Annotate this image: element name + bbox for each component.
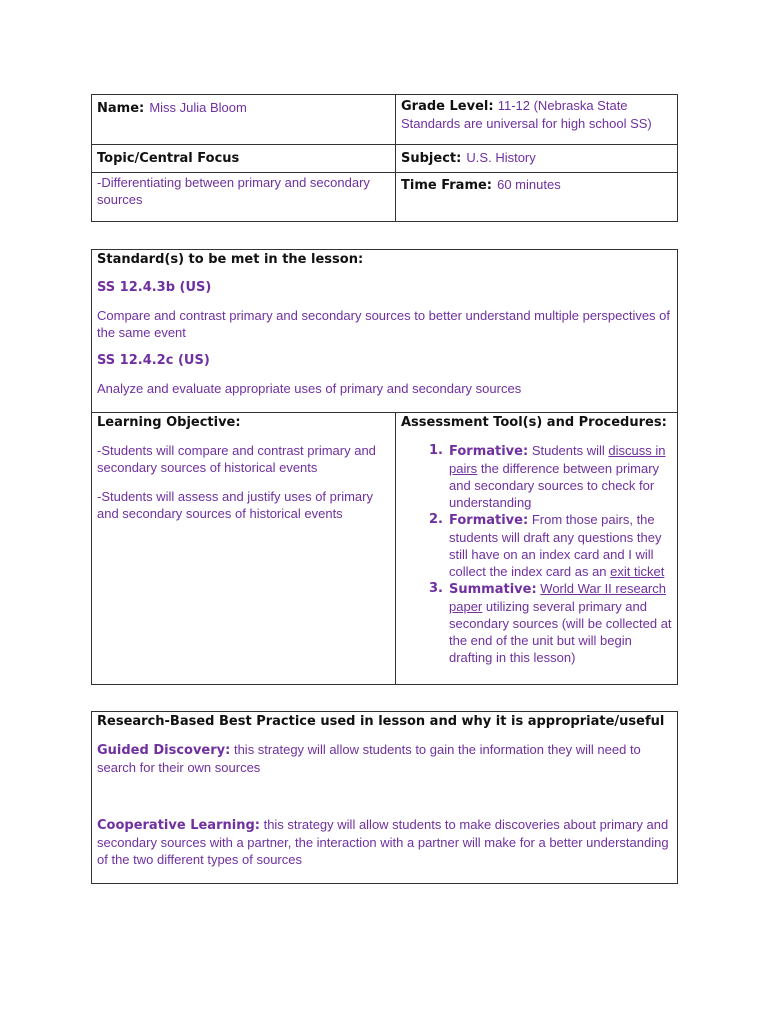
grade-value: 11-12 (Nebraska State Standards are universal for high school SS) bbox=[401, 98, 652, 131]
best-practice-table bbox=[91, 711, 678, 884]
assessment-num-3: 3. bbox=[429, 581, 443, 596]
assessment-post-1: the difference between primary and secondary sources to check for understanding bbox=[449, 461, 660, 510]
grade-cell bbox=[396, 95, 677, 144]
exit-ticket-link[interactable]: exit ticket bbox=[610, 564, 665, 579]
assessment-type-3: Summative: bbox=[449, 582, 537, 597]
standard-text-2: Analyze and evaluate appropriate uses of primary and secondary sources bbox=[97, 381, 522, 396]
standards-table bbox=[91, 249, 678, 685]
name-grade-row bbox=[92, 95, 677, 145]
research-paper-link[interactable]: World War II research paper bbox=[449, 581, 666, 614]
assessment-item-2 bbox=[401, 511, 672, 580]
grade-label: Grade Level: bbox=[401, 99, 494, 114]
assessment-post-3: utilizing several primary and secondary sources (will be collected at the end of the unit but will begin drafting in this lesson) bbox=[449, 599, 672, 665]
time-label: Time Frame: bbox=[401, 178, 493, 193]
practice-label-2: Cooperative Learning: bbox=[97, 818, 260, 833]
name-label: Name: bbox=[97, 101, 145, 116]
assessment-type-2: Formative: bbox=[449, 513, 529, 528]
topic-subject-row bbox=[92, 145, 677, 173]
assessment-type-1: Formative: bbox=[449, 444, 529, 459]
assessment-cell bbox=[396, 413, 677, 684]
topic-label-cell bbox=[92, 145, 396, 172]
time-value: 60 minutes bbox=[497, 177, 561, 192]
standards-heading: Standard(s) to be met in the lesson: bbox=[97, 252, 364, 267]
topic-label: Topic/Central Focus bbox=[97, 151, 240, 166]
assessment-list bbox=[401, 442, 672, 666]
standard-code-2: SS 12.4.2c (US) bbox=[97, 353, 210, 368]
best-practice-heading: Research-Based Best Practice used in lesson and why it is appropriate/useful bbox=[97, 714, 665, 729]
objective-cell bbox=[92, 413, 396, 684]
practice-item-2 bbox=[97, 816, 672, 868]
practice-item-1 bbox=[97, 741, 672, 776]
assessment-num-1: 1. bbox=[429, 443, 443, 458]
best-practice-cell bbox=[92, 712, 677, 868]
assessment-heading: Assessment Tool(s) and Procedures: bbox=[401, 415, 667, 430]
topic-value-cell bbox=[92, 173, 396, 221]
time-cell bbox=[396, 173, 677, 221]
subject-cell bbox=[396, 145, 677, 172]
practice-text-1: this strategy will allow students to gain the information they will need to search for their own sources bbox=[97, 742, 641, 775]
objective-assessment-row bbox=[92, 413, 677, 684]
subject-value: U.S. History bbox=[466, 150, 536, 165]
standard-text-1: Compare and contrast primary and secondary sources to better understand multiple perspectives of the same event bbox=[97, 308, 671, 340]
assessment-pre-2: From those pairs, the students will draft any questions they still have on an index card and I will collect the index card as an bbox=[449, 512, 662, 579]
assessment-item-3 bbox=[401, 580, 672, 666]
name-cell bbox=[92, 95, 396, 144]
objective-item-1: -Students will compare and contrast primary and secondary sources of historical events bbox=[97, 443, 376, 475]
name-value: Miss Julia Bloom bbox=[149, 100, 247, 115]
practice-text-2: this strategy will allow students to make discoveries about primary and secondary sources with a partner, the interaction with a partner will make for a better understanding of the two different types of sources bbox=[97, 817, 669, 867]
standard-code-1: SS 12.4.3b (US) bbox=[97, 280, 212, 295]
assessment-item-1 bbox=[401, 442, 672, 511]
assessment-pre-1: Students will bbox=[531, 443, 605, 458]
standards-cell bbox=[92, 250, 677, 412]
topic-value: -Differentiating between primary and secondary sources bbox=[97, 175, 370, 207]
assessment-num-2: 2. bbox=[429, 512, 443, 527]
subject-label: Subject: bbox=[401, 151, 462, 166]
objective-item-2: -Students will assess and justify uses of primary and secondary sources of historical events bbox=[97, 489, 373, 521]
practice-label-1: Guided Discovery: bbox=[97, 743, 231, 758]
topic-time-row bbox=[92, 173, 677, 221]
objective-heading: Learning Objective: bbox=[97, 415, 241, 430]
standards-row bbox=[92, 250, 677, 413]
lesson-info-table bbox=[91, 94, 678, 222]
discuss-in-pairs-link[interactable]: discuss in pairs bbox=[449, 443, 666, 476]
